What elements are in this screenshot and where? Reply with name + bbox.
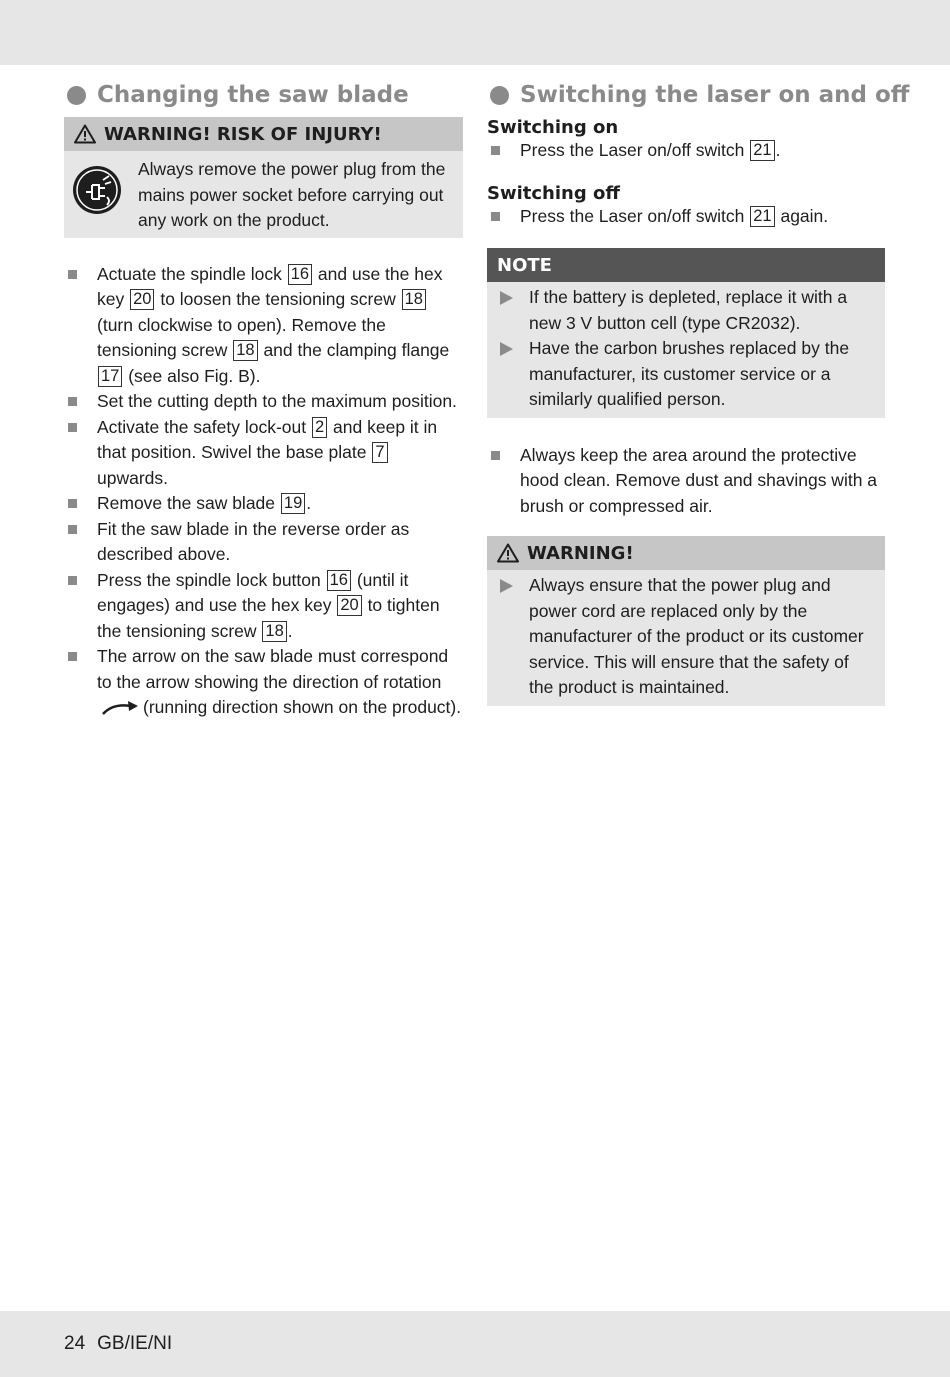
- note-item: If the battery is depleted, replace it with a new 3 V button cell (type CR2032).: [497, 285, 875, 336]
- injury-warning-box: [64, 117, 463, 238]
- part-ref-number: 18: [402, 289, 426, 310]
- warning-title: WARNING! RISK OF INJURY!: [104, 123, 382, 145]
- step-item: Fit the saw blade in the reverse order as described above.: [64, 517, 463, 568]
- page-number: 24: [64, 1333, 86, 1354]
- warning-text: Always remove the power plug from the mains power socket before carrying out any work on the product.: [138, 159, 446, 230]
- note-header: NOTE: [487, 248, 885, 282]
- part-ref-number: 2: [312, 417, 327, 438]
- part-ref-number: 20: [337, 595, 361, 616]
- left-column: [64, 80, 463, 721]
- switching-off-item: Press the Laser on/off switch 21 again.: [487, 204, 885, 230]
- step-item: Set the cutting depth to the maximum position.: [64, 389, 463, 415]
- saw-blade-steps-list: [64, 262, 463, 721]
- heading-bullet-icon: [67, 86, 86, 105]
- part-ref-number: 20: [130, 289, 154, 310]
- right-column: [487, 80, 910, 706]
- heading-text: Switching the laser on and off: [520, 82, 910, 108]
- part-ref-number: 18: [262, 621, 286, 642]
- warning-header: [487, 536, 885, 570]
- switching-on-list: [487, 138, 885, 164]
- cleaning-item: Always keep the area around the protective hood clean. Remove dust and shavings with a brush or compressed air.: [487, 443, 885, 520]
- warning-item: Always ensure that the power plug and power cord are replaced only by the manufacturer of the product or its customer service. This will ensure that the safety of the product is maintained.: [497, 573, 875, 701]
- locale-label: GB/IE/NI: [97, 1333, 173, 1354]
- top-band: [0, 0, 950, 65]
- note-item: Have the carbon brushes replaced by the manufacturer, its customer service or a similarly qualified person.: [497, 336, 875, 413]
- cleaning-list: [487, 443, 885, 520]
- warning-triangle-icon: [74, 124, 96, 144]
- note-body: [487, 282, 885, 418]
- warning-header: [64, 117, 463, 151]
- switching-on-item: Press the Laser on/off switch 21 .: [487, 138, 885, 164]
- part-ref-number: 21: [750, 206, 774, 227]
- switching-off-heading: Switching off: [487, 182, 620, 204]
- warning-body: [487, 570, 885, 706]
- warning-body: [64, 151, 463, 238]
- note-box: [487, 248, 885, 418]
- heading-text: Changing the saw blade: [97, 82, 409, 108]
- step-item: Remove the saw blade 19 .: [64, 491, 463, 517]
- step-item: Press the spindle lock button 16 (until it engages) and use the hex key 20 to tighten the tensioning screw 18 .: [64, 568, 463, 645]
- heading-bullet-icon: [490, 86, 509, 105]
- section-heading-saw-blade: [64, 80, 463, 110]
- part-ref-number: 16: [288, 264, 312, 285]
- part-ref-number: 21: [750, 140, 774, 161]
- switching-on-heading: Switching on: [487, 117, 619, 138]
- warning-triangle-icon: [497, 543, 519, 563]
- part-ref-number: 19: [281, 493, 305, 514]
- step-item: Activate the safety lock-out 2 and keep it in that position. Swivel the base plate 7 upwards.: [64, 415, 463, 492]
- unplug-icon: [72, 165, 122, 215]
- warning-title: WARNING!: [527, 542, 634, 564]
- switching-off-list: [487, 204, 885, 230]
- part-ref-number: 18: [233, 340, 257, 361]
- part-ref-number: 17: [98, 366, 122, 387]
- step-item: Actuate the spindle lock 16 and use the hex key 20 to loosen the tensioning screw 18 (turn clockwise to open). Remove the tensioning screw 18 and the clamping flange 17 (see also Fig. B).: [64, 262, 463, 390]
- step-item: The arrow on the saw blade must correspond to the arrow showing the direction of rotation(running direction shown on the product).: [64, 644, 463, 721]
- page-footer: [64, 1333, 184, 1355]
- section-heading-laser: [487, 80, 910, 110]
- part-ref-number: 7: [372, 442, 387, 463]
- part-ref-number: 16: [327, 570, 351, 591]
- power-cord-warning-box: [487, 536, 885, 706]
- rotation-arrow-icon: [101, 700, 139, 716]
